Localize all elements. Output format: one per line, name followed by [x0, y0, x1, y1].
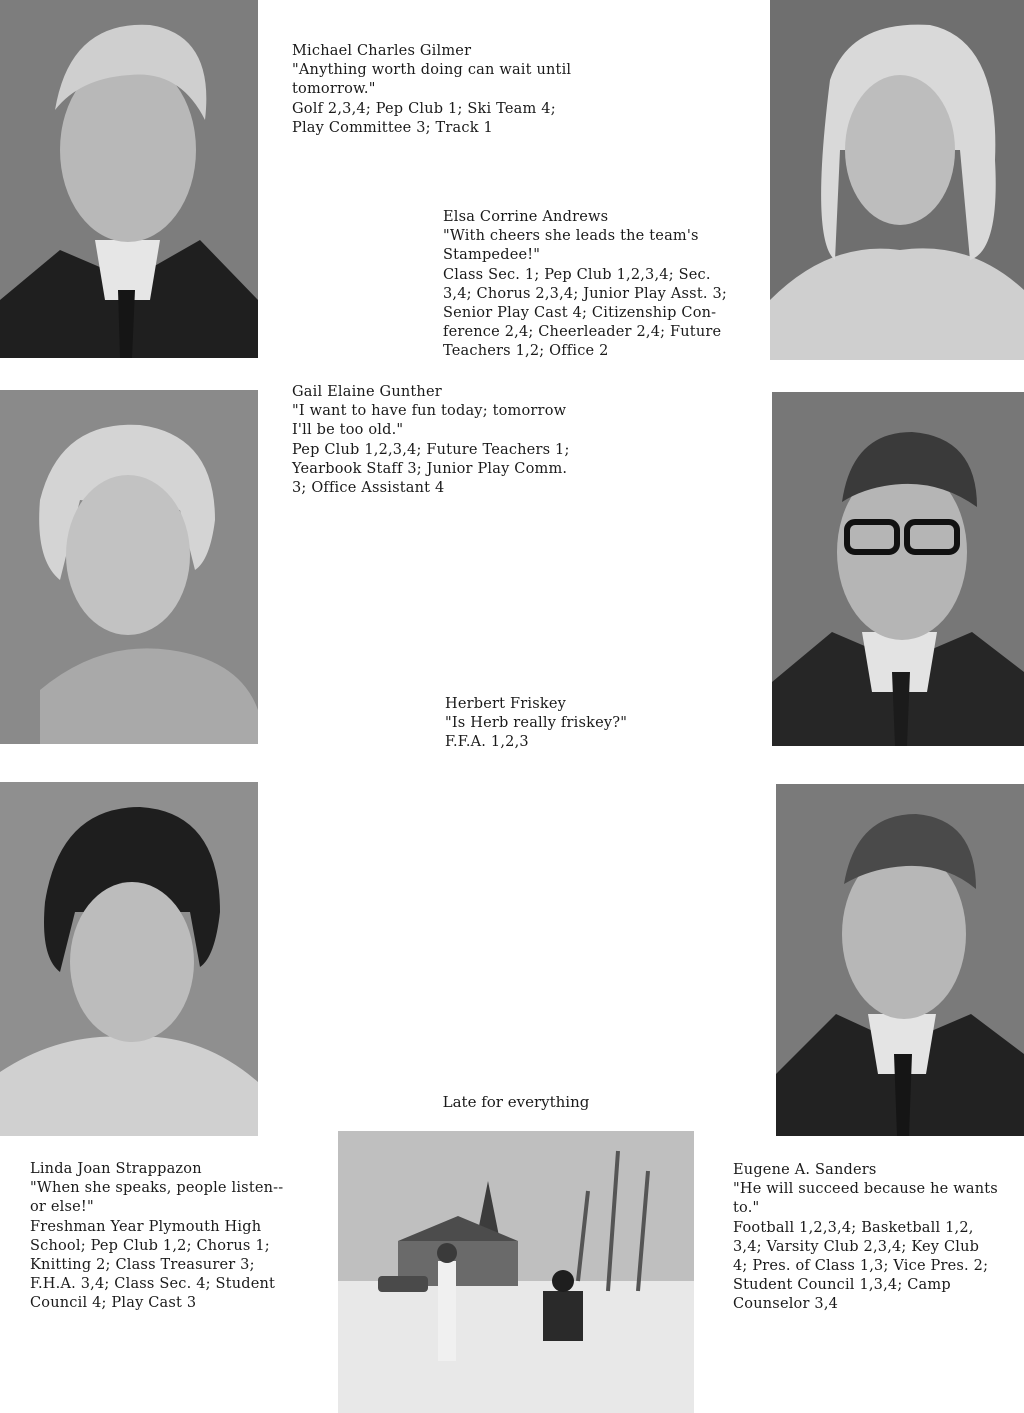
bio-herbert-friskey: [445, 695, 745, 753]
student-name: Eugene A. Sanders: [733, 1162, 877, 1178]
portrait-boy-icon: [776, 784, 1024, 1136]
portrait-gail-gunther: [0, 390, 258, 744]
student-quote: "Anything worth doing can wait until tomorrow.": [292, 62, 572, 98]
student-name: Michael Charles Gilmer: [292, 43, 472, 59]
student-name: Herbert Friskey: [445, 696, 567, 712]
portrait-girl-icon: [770, 0, 1024, 360]
student-activities: Football 1,2,3,4; Basketball 1,2, 3,4; Varsity Club 2,3,4; Key Club 4; Pres. of Class 1,3; Vice Pres. 2; Student Council 1,3,4; Camp Counselor 3,4: [733, 1219, 989, 1313]
portrait-herbert-friskey: [772, 392, 1024, 746]
bio-linda-strappazon: [30, 1160, 330, 1314]
student-name: Linda Joan Strappazon: [30, 1161, 202, 1177]
portrait-girl-icon: [0, 390, 258, 744]
portrait-linda-strappazon: [0, 782, 258, 1136]
portrait-elsa-andrews: [770, 0, 1024, 360]
student-activities: Freshman Year Plymouth High School; Pep Club 1,2; Chorus 1; Knitting 2; Class Treasurer 3; F.H.A. 3,4; Class Sec. 4; Student Council 4; Play Cast 3: [30, 1218, 276, 1312]
student-quote: "When she speaks, people listen-- or else!": [30, 1180, 284, 1216]
student-activities: Golf 2,3,4; Pep Club 1; Ski Team 4; Play Committee 3; Track 1: [292, 100, 556, 136]
bio-gail-gunther: [292, 383, 612, 498]
student-activities: Class Sec. 1; Pep Club 1,2,3,4; Sec. 3,4; Chorus 2,3,4; Junior Play Asst. 3; Senior Play Cast 4; Citizenship Con- ference 2,4; Cheerleader 2,4; Future Teachers 1,2; Office 2: [443, 266, 727, 360]
student-quote: "With cheers she leads the team's Stampedee!": [443, 228, 699, 264]
bio-elsa-andrews: [443, 208, 758, 362]
student-name: Gail Elaine Gunther: [292, 384, 442, 400]
portrait-boy-icon: [772, 392, 1024, 746]
student-activities: F.F.A. 1,2,3: [445, 734, 529, 751]
snapshot-late-for-everything: [338, 1131, 694, 1413]
student-quote: "He will succeed because he wants to.": [733, 1181, 998, 1217]
student-quote: "I want to have fun today; tomorrow I'll be too old.": [292, 403, 567, 439]
student-quote: "Is Herb really friskey?": [445, 715, 628, 732]
bio-michael-gilmer: [292, 42, 612, 138]
snapshot-caption: Late for everything: [442, 1093, 590, 1111]
portrait-girl-icon: [0, 782, 258, 1136]
student-activities: Pep Club 1,2,3,4; Future Teachers 1; Yearbook Staff 3; Junior Play Comm. 3; Office Assistant 4: [292, 441, 570, 497]
portrait-michael-gilmer: [0, 0, 258, 358]
student-name: Elsa Corrine Andrews: [443, 209, 609, 225]
portrait-eugene-sanders: [776, 784, 1024, 1136]
snow-scene-icon: [338, 1131, 694, 1413]
bio-eugene-sanders: [733, 1161, 1018, 1315]
portrait-boy-icon: [0, 0, 258, 358]
